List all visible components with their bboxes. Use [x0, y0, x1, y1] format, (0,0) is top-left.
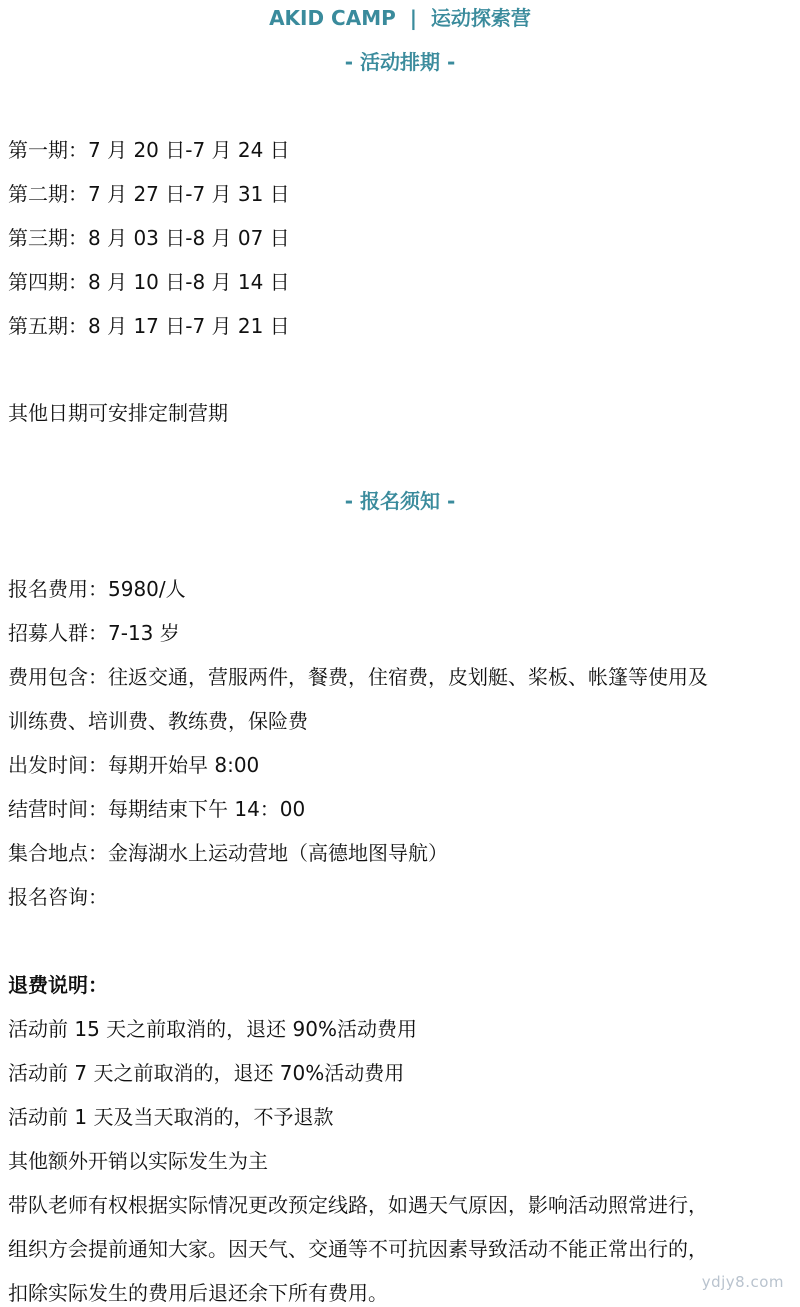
schedule-session-4: 第四期：8 月 10 日-8 月 14 日 — [8, 270, 290, 294]
schedule-session-3: 第三期：8 月 03 日-8 月 07 日 — [8, 226, 290, 250]
refund-line-7: 扣除实际发生的费用后退还余下所有费用。 — [8, 1281, 388, 1305]
refund-line-2: 活动前 7 天之前取消的，退还 70%活动费用 — [8, 1061, 405, 1085]
schedule-heading: - 活动排期 - — [344, 50, 456, 74]
registration-depart-time: 出发时间：每期开始早 8:00 — [8, 753, 260, 777]
registration-includes-line-1: 费用包含：往返交通，营服两件，餐费，住宿费，皮划艇、桨板、帐篷等使用及 — [8, 665, 708, 689]
schedule-session-5: 第五期：8 月 17 日-7 月 21 日 — [8, 314, 290, 338]
refund-heading: 退费说明： — [8, 973, 108, 997]
schedule-session-2: 第二期：7 月 27 日-7 月 31 日 — [8, 182, 290, 206]
page-title: AKID CAMP | 运动探索营 — [269, 6, 531, 30]
refund-line-4: 其他额外开销以实际发生为主 — [8, 1149, 268, 1173]
schedule-session-1: 第一期：7 月 20 日-7 月 24 日 — [8, 138, 290, 162]
custom-schedule-note: 其他日期可安排定制营期 — [8, 401, 228, 425]
registration-age: 招募人群：7-13 岁 — [8, 621, 180, 645]
registration-location: 集合地点：金海湖水上运动营地（高德地图导航） — [8, 841, 448, 865]
refund-line-6: 组织方会提前通知大家。因天气、交通等不可抗因素导致活动不能正常出行的， — [8, 1237, 708, 1261]
refund-line-1: 活动前 15 天之前取消的，退还 90%活动费用 — [8, 1017, 417, 1041]
registration-fee: 报名费用：5980/人 — [8, 577, 186, 601]
registration-includes-line-2: 训练费、培训费、教练费，保险费 — [8, 709, 308, 733]
registration-consult: 报名咨询： — [8, 885, 108, 909]
watermark: ydjy8.com — [701, 1273, 784, 1291]
registration-heading: - 报名须知 - — [344, 489, 456, 513]
refund-line-5: 带队老师有权根据实际情况更改预定线路，如遇天气原因，影响活动照常进行， — [8, 1193, 708, 1217]
refund-line-3: 活动前 1 天及当天取消的，不予退款 — [8, 1105, 334, 1129]
registration-end-time: 结营时间：每期结束下午 14：00 — [8, 797, 306, 821]
